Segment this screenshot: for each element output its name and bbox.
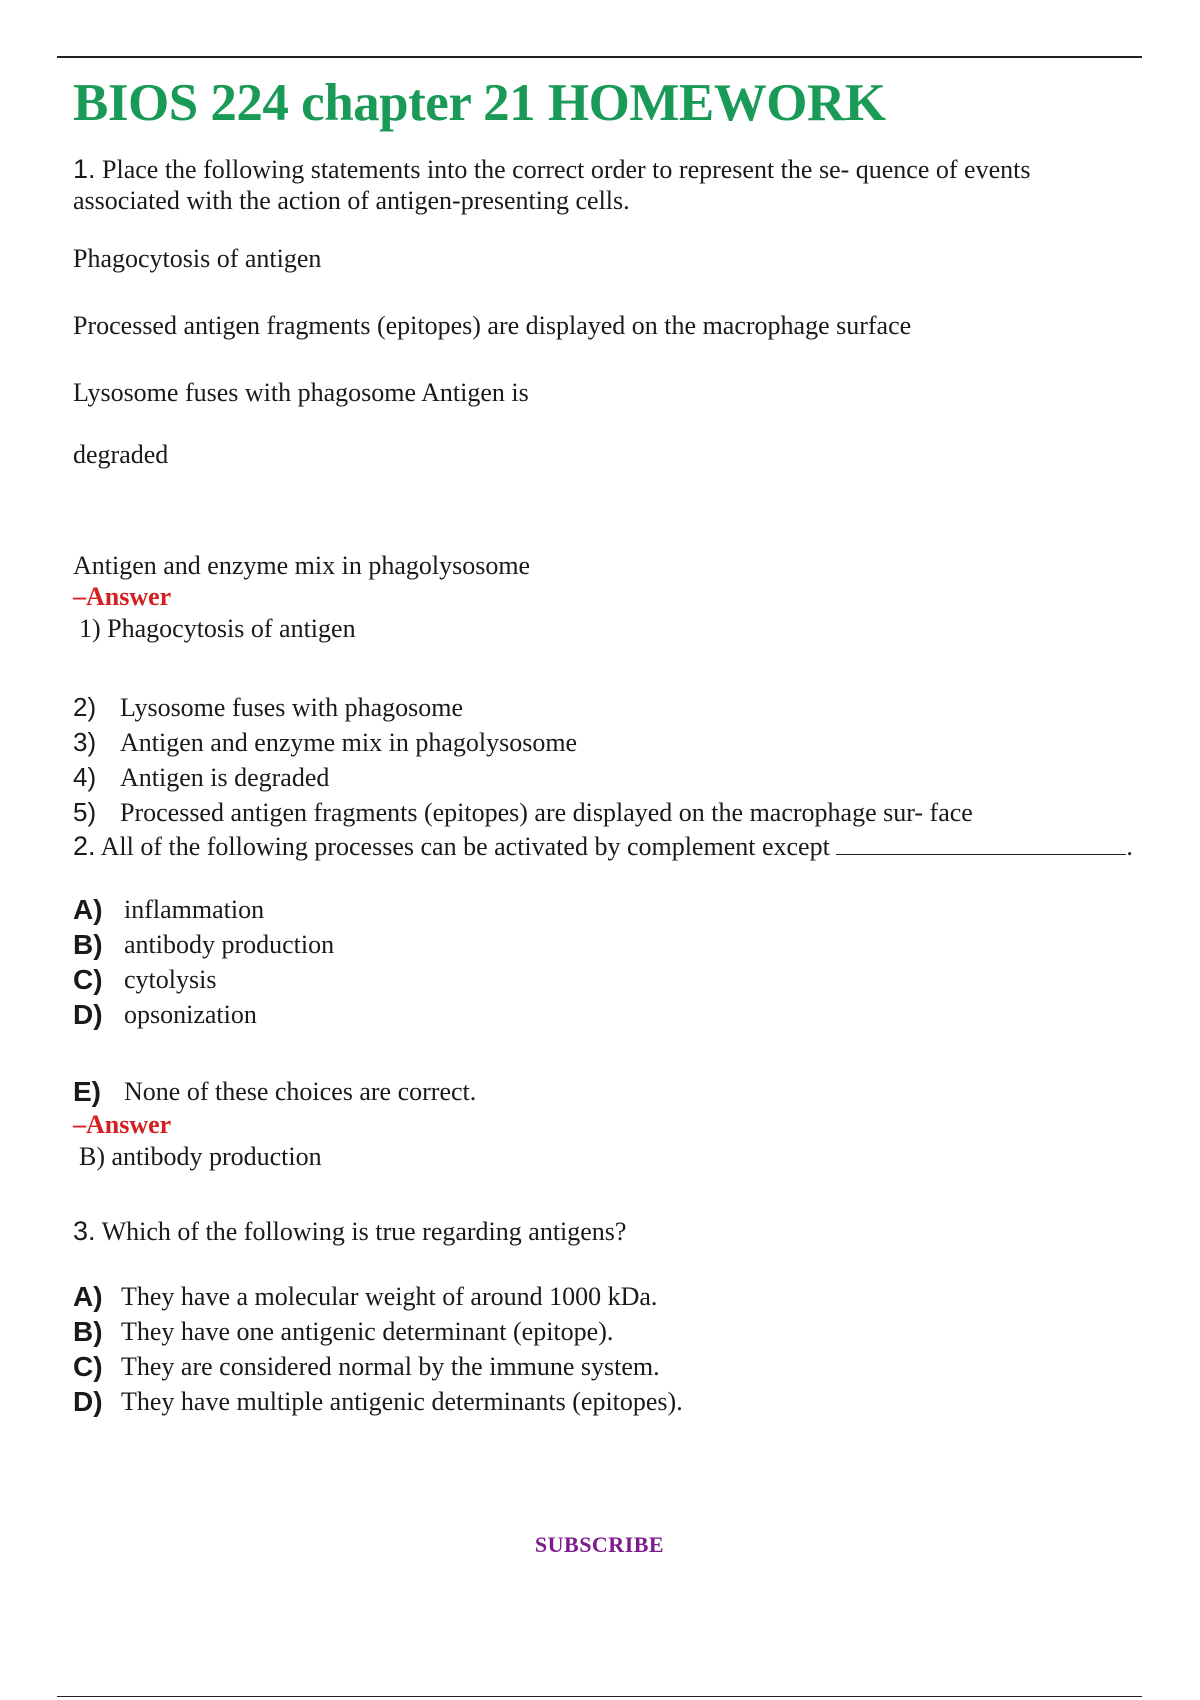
statement: Phagocytosis of antigen bbox=[73, 244, 322, 273]
option-text: cytolysis bbox=[124, 965, 217, 994]
question-3 bbox=[73, 1216, 1143, 1247]
subscribe-link[interactable]: SUBSCRIBE bbox=[534, 1532, 665, 1557]
option-label: B) bbox=[73, 929, 103, 960]
option-d bbox=[73, 997, 1143, 1032]
option-a bbox=[73, 1279, 1143, 1314]
list-item bbox=[73, 725, 1143, 760]
option-text: opsonization bbox=[124, 1000, 257, 1029]
option-label: C) bbox=[73, 964, 103, 995]
option-c bbox=[73, 962, 1143, 997]
step-label: 5) bbox=[73, 797, 97, 827]
step-label: 3) bbox=[73, 727, 97, 757]
bottom-rule bbox=[57, 1696, 1142, 1697]
question-1 bbox=[73, 154, 1143, 216]
option-label: E) bbox=[73, 1076, 101, 1107]
answer-steps-list bbox=[73, 690, 1143, 830]
question-number: 2. bbox=[73, 831, 96, 861]
statement: Antigen and enzyme mix in phagolysosome bbox=[73, 551, 531, 580]
option-text: They are considered normal by the immune system. bbox=[121, 1352, 660, 1381]
option-label: A) bbox=[73, 894, 103, 925]
top-rule bbox=[57, 56, 1142, 58]
option-text: They have one antigenic determinant (epitope). bbox=[121, 1317, 614, 1346]
step-text: Processed antigen fragments (epitopes) are displayed on the macrophage sur- face bbox=[120, 798, 973, 827]
option-label: D) bbox=[73, 999, 103, 1030]
option-label: A) bbox=[73, 1281, 103, 1312]
step-text: Antigen and enzyme mix in phagolysosome bbox=[120, 728, 578, 757]
step-label: 2) bbox=[73, 692, 97, 722]
option-b bbox=[73, 1314, 1143, 1349]
list-item bbox=[73, 795, 1143, 830]
statement: Lysosome fuses with phagosome Antigen is bbox=[73, 378, 529, 407]
option-e bbox=[73, 1074, 1143, 1109]
option-label: B) bbox=[73, 1316, 103, 1347]
step-text: Antigen is degraded bbox=[120, 763, 330, 792]
question-text: Which of the following is true regarding antigens? bbox=[101, 1217, 627, 1246]
answer-text: B) antibody production bbox=[79, 1142, 322, 1171]
question-text: Place the following statements into the correct order to represent the se- quence of events associated with the action of antigen-presenting cells. bbox=[73, 155, 1031, 215]
step-label: 4) bbox=[73, 762, 97, 792]
statement: degraded bbox=[73, 440, 169, 469]
trailing-period: . bbox=[1126, 832, 1133, 861]
option-c bbox=[73, 1349, 1143, 1384]
question-text: All of the following processes can be activated by complement except bbox=[100, 832, 830, 861]
list-item bbox=[73, 690, 1143, 725]
option-text: antibody production bbox=[124, 930, 335, 959]
statement: Processed antigen fragments (epitopes) are displayed on the macrophage surface bbox=[73, 311, 912, 340]
list-item bbox=[73, 760, 1143, 795]
options-list bbox=[73, 892, 1143, 1032]
page-title: BIOS 224 chapter 21 HOMEWORK bbox=[73, 74, 886, 132]
option-text: They have multiple antigenic determinants (epitopes). bbox=[121, 1387, 683, 1416]
option-text: inflammation bbox=[124, 895, 265, 924]
option-label: C) bbox=[73, 1351, 103, 1382]
step-text: Lysosome fuses with phagosome bbox=[120, 693, 464, 722]
option-d bbox=[73, 1384, 1143, 1419]
answer-label: –Answer bbox=[73, 1110, 172, 1139]
options-list-e bbox=[73, 1074, 1143, 1109]
answer-blank bbox=[836, 830, 1126, 855]
option-a bbox=[73, 892, 1143, 927]
question-2 bbox=[73, 830, 1143, 862]
option-text: They have a molecular weight of around 1000 kDa. bbox=[121, 1282, 658, 1311]
document-page bbox=[73, 72, 1143, 1419]
option-b bbox=[73, 927, 1143, 962]
option-label: D) bbox=[73, 1386, 103, 1417]
answer-text: 1) Phagocytosis of antigen bbox=[79, 614, 356, 643]
options-list bbox=[73, 1279, 1143, 1419]
answer-label: –Answer bbox=[73, 582, 172, 611]
question-number: 3. bbox=[73, 1216, 96, 1246]
option-text: None of these choices are correct. bbox=[124, 1077, 477, 1106]
question-number: 1. bbox=[73, 154, 96, 184]
